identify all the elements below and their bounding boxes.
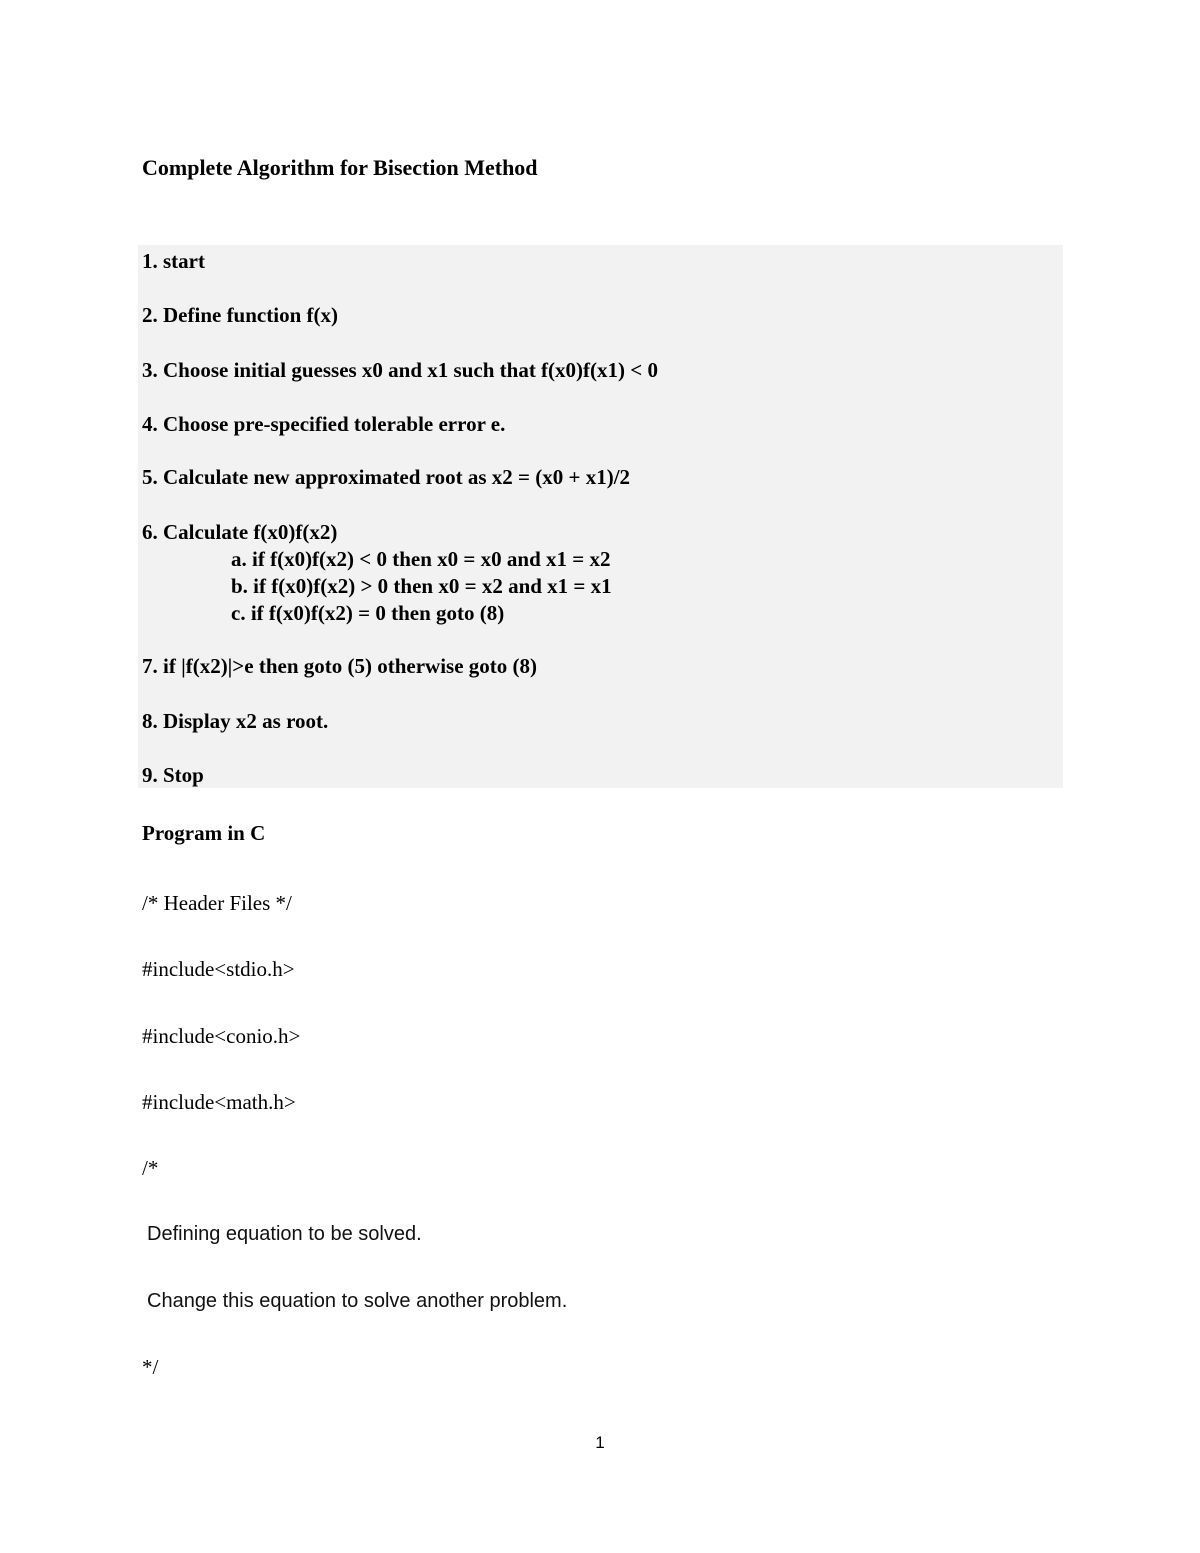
program-heading: Program in C <box>142 821 266 845</box>
comment-line-define-equation: Defining equation to be solved. <box>147 1223 422 1245</box>
algorithm-step-2: 2. Define function f(x) <box>142 303 338 327</box>
comment-line-change-equation: Change this equation to solve another problem. <box>147 1290 568 1312</box>
algorithm-step-5: 5. Calculate new approximated root as x2 = (x0 + x1)/2 <box>142 465 631 489</box>
algorithm-step-4: 4. Choose pre-specified tolerable error e. <box>142 412 506 436</box>
algorithm-substep-b: b. if f(x0)f(x2) > 0 then x0 = x2 and x1 = x1 <box>231 574 612 598</box>
include-conio: #include<conio.h> <box>142 1024 301 1048</box>
algorithm-step-1: 1. start <box>142 249 205 273</box>
include-math: #include<math.h> <box>142 1090 296 1114</box>
document-title: Complete Algorithm for Bisection Method <box>142 155 538 180</box>
algorithm-substep-a: a. if f(x0)f(x2) < 0 then x0 = x0 and x1 = x2 <box>231 547 611 571</box>
algorithm-step-8: 8. Display x2 as root. <box>142 709 329 733</box>
header-files-comment: /* Header Files */ <box>142 891 292 915</box>
algorithm-step-3: 3. Choose initial guesses x0 and x1 such that f(x0)f(x1) < 0 <box>142 358 658 382</box>
algorithm-step-9: 9. Stop <box>142 763 204 787</box>
page-number: 1 <box>595 1433 605 1452</box>
algorithm-step-7: 7. if |f(x2)|>e then goto (5) otherwise goto (8) <box>142 654 538 678</box>
comment-open: /* <box>142 1156 159 1180</box>
algorithm-substep-c: c. if f(x0)f(x2) = 0 then goto (8) <box>231 601 505 625</box>
algorithm-step-6: 6. Calculate f(x0)f(x2) <box>142 520 338 544</box>
include-stdio: #include<stdio.h> <box>142 957 295 981</box>
comment-close: */ <box>142 1355 159 1379</box>
